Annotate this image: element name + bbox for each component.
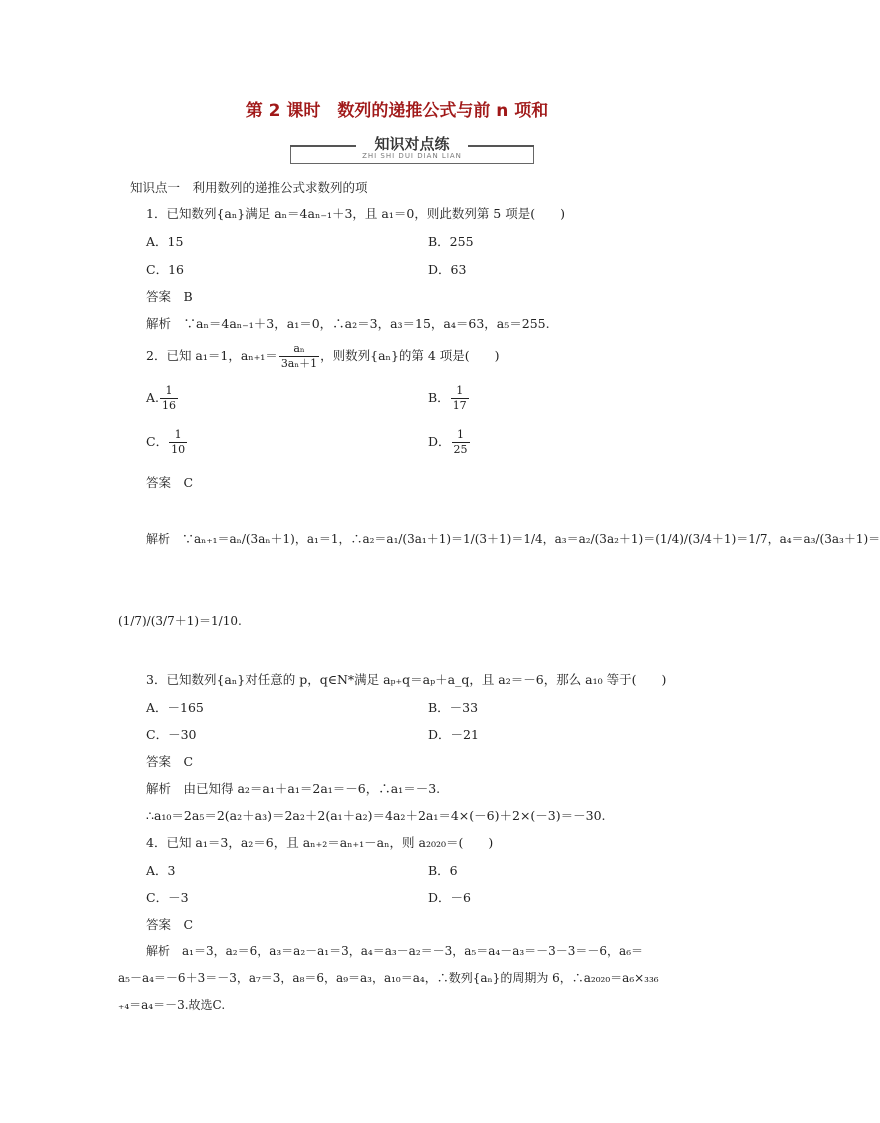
q3-analysis-line-2: ∴a₁₀＝2a₅＝2(a₂＋a₃)＝2a₂＋2(a₁＋a₂)＝4a₂＋2a₁＝4×(－6)＋2×(－3)＝－30. bbox=[146, 808, 606, 823]
q1-option-d: D．63 bbox=[428, 262, 467, 277]
q2-analysis-line-2: (1/7)/(3/7＋1)＝1/10. bbox=[118, 614, 242, 628]
q3-option-a: A．－165 bbox=[146, 700, 204, 715]
q2-stem bbox=[146, 342, 500, 371]
q2-option-d-den: 25 bbox=[453, 443, 468, 456]
page-title: 第 2 课时 数列的递推公式与前 n 项和 bbox=[245, 101, 549, 121]
q2-analysis-line-1: 解析 ∵aₙ₊₁＝aₙ/(3aₙ＋1)，a₁＝1，∴a₂＝a₁/(3a₁＋1)＝1/(3＋1)＝1/4，a₃＝a₂/(3a₂＋1)＝(1/4)/(3/4＋1)＝1/7，a₄＝a₃/(3a₃＋1)＝ bbox=[146, 532, 880, 546]
q1-answer: 答案 B bbox=[146, 289, 193, 304]
q4-analysis-line-2: a₅－a₄＝－6＋3＝－3，a₇＝3，a₈＝6，a₉＝a₃，a₁₀＝a₄，∴数列{aₙ}的周期为 6，∴a₂₀₂₀＝a₆×₃₃₆ bbox=[118, 971, 659, 985]
banner-sub-text: ZHI SHI DUI DIAN LIAN bbox=[362, 152, 462, 160]
q2-option-b-num: 1 bbox=[451, 384, 469, 399]
q4-answer: 答案 C bbox=[146, 917, 194, 932]
q2-option-b bbox=[428, 384, 470, 413]
q2-option-b-den: 17 bbox=[452, 399, 467, 412]
q1-option-a: A．15 bbox=[146, 234, 184, 249]
q3-stem: 3．已知数列{aₙ}对任意的 p，q∈N*满足 aₚ₊q＝aₚ＋a_q，且 a₂＝－6，那么 a₁₀ 等于( ) bbox=[146, 672, 667, 687]
q4-analysis-line-3: ₊₄＝a₄＝－3.故选C. bbox=[118, 998, 226, 1012]
q1-analysis: 解析 ∵aₙ＝4aₙ₋₁＋3，a₁＝0，∴a₂＝3，a₃＝15，a₄＝63，a₅＝255. bbox=[146, 316, 550, 331]
q4-option-a: A．3 bbox=[146, 863, 176, 878]
q4-option-c: C．－3 bbox=[146, 890, 189, 905]
q2-option-c-label: C． bbox=[146, 434, 169, 449]
q2-option-a-den: 16 bbox=[162, 399, 177, 412]
q3-analysis-line-1: 解析 由已知得 a₂＝a₁＋a₁＝2a₁＝－6，∴a₁＝－3. bbox=[146, 781, 441, 796]
q4-option-d: D．－6 bbox=[428, 890, 471, 905]
q2-option-c bbox=[146, 428, 188, 457]
q2-option-a-label: A. bbox=[146, 390, 160, 405]
q2-answer: 答案 C bbox=[146, 475, 194, 490]
q2-option-b-label: B． bbox=[428, 390, 450, 405]
q3-option-d: D．－21 bbox=[428, 727, 479, 742]
q2-option-d bbox=[428, 428, 471, 457]
q2-option-a-fraction bbox=[160, 384, 178, 413]
q2-option-a bbox=[146, 384, 179, 413]
q2-stem-numerator: aₙ bbox=[279, 342, 319, 357]
q3-option-b: B．－33 bbox=[428, 700, 479, 715]
q2-option-c-fraction bbox=[169, 428, 187, 457]
q2-option-b-fraction bbox=[451, 384, 469, 413]
section-heading: 知识点一 利用数列的递推公式求数列的项 bbox=[130, 180, 368, 195]
q4-stem: 4．已知 a₁＝3，a₂＝6，且 aₙ₊₂＝aₙ₊₁－aₙ，则 a₂₀₂₀＝( ) bbox=[146, 835, 494, 850]
q2-option-c-den: 10 bbox=[171, 443, 186, 456]
q2-stem-denominator: 3aₙ＋1 bbox=[280, 357, 318, 370]
q2-option-d-num: 1 bbox=[452, 428, 470, 443]
q2-stem-post: ，则数列{aₙ}的第 4 项是( ) bbox=[320, 348, 500, 363]
q2-option-d-fraction bbox=[452, 428, 470, 457]
q3-answer: 答案 C bbox=[146, 754, 194, 769]
section-banner bbox=[290, 131, 534, 165]
q1-stem: 1．已知数列{aₙ}满足 aₙ＝4aₙ₋₁＋3，且 a₁＝0，则此数列第 5 项是( ) bbox=[146, 206, 565, 221]
q4-option-b: B．6 bbox=[428, 863, 458, 878]
q2-option-a-num: 1 bbox=[160, 384, 178, 399]
q2-option-d-label: D． bbox=[428, 434, 451, 449]
q2-stem-pre: 2．已知 a₁＝1，aₙ₊₁＝ bbox=[146, 348, 278, 363]
q2-stem-fraction bbox=[279, 342, 319, 371]
banner-main-text: 知识对点练 bbox=[374, 135, 450, 153]
q4-analysis-line-1: 解析 a₁＝3，a₂＝6，a₃＝a₂－a₁＝3，a₄＝a₃－a₂＝－3，a₅＝a₄－a₃＝－3－3＝－6，a₆＝ bbox=[146, 944, 644, 958]
q2-option-c-num: 1 bbox=[169, 428, 187, 443]
q1-option-b: B．255 bbox=[428, 234, 474, 249]
q3-option-c: C．－30 bbox=[146, 727, 197, 742]
q1-option-c: C．16 bbox=[146, 262, 184, 277]
